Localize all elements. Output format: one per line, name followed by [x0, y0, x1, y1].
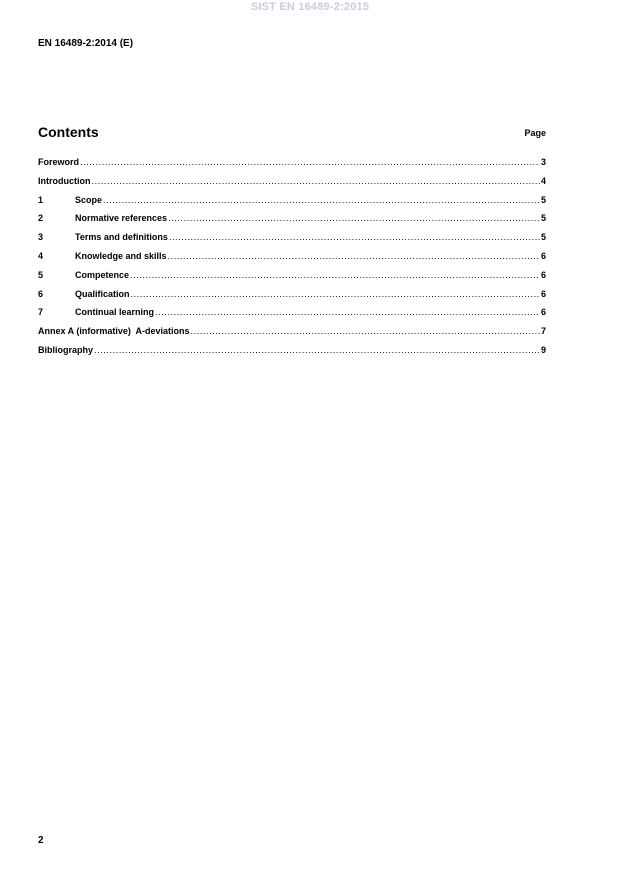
table-of-contents: [38, 157, 546, 364]
toc-entry-number: 3: [38, 232, 44, 243]
toc-entry-page: 5: [540, 194, 546, 205]
toc-entry-page: 5: [540, 213, 546, 224]
toc-entry-page: 6: [540, 288, 546, 299]
toc-entry-terms-and-definitions[interactable]: [38, 232, 546, 251]
toc-entry-title: Bibliography: [38, 344, 94, 355]
toc-entry-page: 3: [540, 157, 546, 167]
toc-entry-introduction[interactable]: [38, 176, 546, 195]
toc-entry-foreword[interactable]: [38, 157, 546, 176]
toc-leader-dots: [169, 232, 540, 242]
toc-entry-number: 4: [38, 250, 44, 261]
page-column-label: Page: [524, 128, 546, 138]
toc-leader-dots: [168, 213, 540, 223]
toc-entry-page: 9: [540, 344, 546, 355]
toc-entry-qualification[interactable]: [38, 289, 546, 308]
toc-entry-title: Foreword: [38, 157, 80, 167]
toc-entry-page: 5: [540, 232, 546, 243]
toc-entry-page: 6: [540, 307, 546, 318]
document-id: EN 16489-2:2014 (E): [38, 38, 134, 49]
toc-leader-dots: [94, 345, 540, 355]
toc-entry-page: 6: [540, 269, 546, 280]
toc-entry-number: 6: [38, 288, 44, 299]
toc-entry-title: Normative references: [75, 213, 168, 224]
toc-leader-dots: [191, 326, 540, 336]
contents-header: [38, 124, 546, 142]
toc-entry-number: 7: [38, 307, 44, 318]
toc-leader-dots: [168, 251, 540, 261]
toc-entry-bibliography[interactable]: [38, 345, 546, 364]
toc-leader-dots: [130, 270, 540, 280]
page-number: 2: [38, 835, 44, 846]
toc-entry-competence[interactable]: [38, 270, 546, 289]
toc-entry-title: Qualification: [75, 288, 130, 299]
toc-entry-number: 1: [38, 194, 44, 205]
toc-entry-knowledge-and-skills[interactable]: [38, 251, 546, 270]
toc-entry-annex-a[interactable]: [38, 326, 546, 345]
toc-leader-dots: [155, 307, 540, 317]
toc-entry-page: 7: [540, 326, 546, 337]
toc-entry-title: Scope: [75, 194, 103, 205]
watermark: SIST EN 16489-2:2015: [250, 1, 370, 13]
toc-entry-number: 2: [38, 213, 44, 224]
toc-entry-title: Continual learning: [75, 307, 155, 318]
toc-entry-scope[interactable]: [38, 195, 546, 214]
toc-leader-dots: [103, 195, 540, 205]
toc-entry-title: Knowledge and skills: [75, 250, 167, 261]
toc-entry-title: Terms and definitions: [75, 232, 168, 243]
toc-entry-continual-learning[interactable]: [38, 307, 546, 326]
toc-leader-dots: [92, 176, 540, 186]
toc-entry-page: 4: [540, 175, 546, 186]
contents-title: Contents: [38, 124, 99, 140]
toc-entry-title: Annex A (informative) A-deviations: [38, 326, 190, 337]
toc-entry-title: Competence: [75, 269, 130, 280]
toc-entry-normative-references[interactable]: [38, 213, 546, 232]
toc-entry-page: 6: [540, 250, 546, 261]
toc-entry-number: 5: [38, 269, 44, 280]
toc-entry-title: Introduction: [38, 175, 91, 186]
toc-leader-dots: [131, 289, 540, 299]
toc-leader-dots: [80, 157, 540, 167]
